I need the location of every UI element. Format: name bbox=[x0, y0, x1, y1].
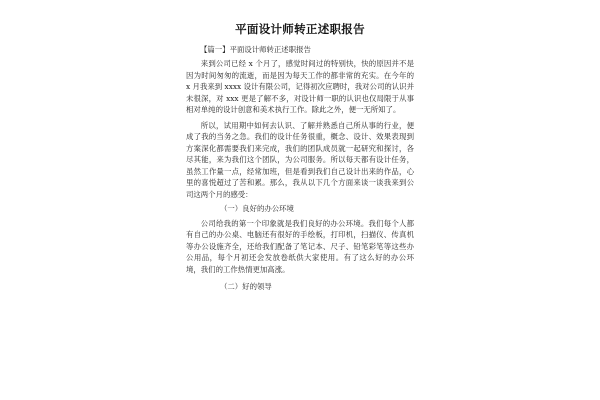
subheading-office-environment: （一）良好的办公环境 bbox=[220, 204, 294, 213]
paragraph-3: 公司给我的第一个印象就是我们良好的办公环境。我们每个人都有自己的办公桌、电脑还有很好的手绘板，打印机，扫描仪、传真机等办公设施齐全，还给我们配备了笔记本、尺子、铅笔彩笔等这些办公用品，每个月初还会发放卷纸供大家使用。有了这么好的办公环境，我们的工作热情更加高涨。 bbox=[186, 218, 414, 274]
section-heading: 【篇一】平面设计师转正述职报告 bbox=[200, 45, 311, 54]
document-column bbox=[186, 22, 414, 296]
paragraph-1: 来到公司已经 x 个月了，感觉时间过的特别快，快的原因并不是因为时间匆匆的流逝，而是因为每天工作的都非常的充实。在今年的 x 月我来到 xxxx 设计有限公司，记得初次应聘时，我对公司的认识并未很深，对 xxx 更是了解不多，对设计师一职的认识也仅局限于从事相对单纯的设计创意和美术执行工作。除此之外，便一无所知了。 bbox=[186, 59, 414, 114]
subheading-good-leadership: （二）好的领导 bbox=[220, 282, 272, 291]
paragraph-2: 所以，试用期中如何去认识、了解并熟悉自己所从事的行业，便成了我的当务之急。我们的设计任务很重，概念、设计、效果表现到方案深化都需要我们来完成，我们的团队成员就一起研究和探讨，各尽其能，来为我们这个团队，为公司服务。所以每天都有设计任务，虽然工作量一点，经常加班，但是看到我们自己设计出来的作品，心里的喜悦超过了苦和累。那么，我从以下几个方面来谈一谈我来到公司这两个月的感受： bbox=[186, 120, 414, 199]
document-title: 平面设计师转正述职报告 bbox=[235, 22, 365, 36]
